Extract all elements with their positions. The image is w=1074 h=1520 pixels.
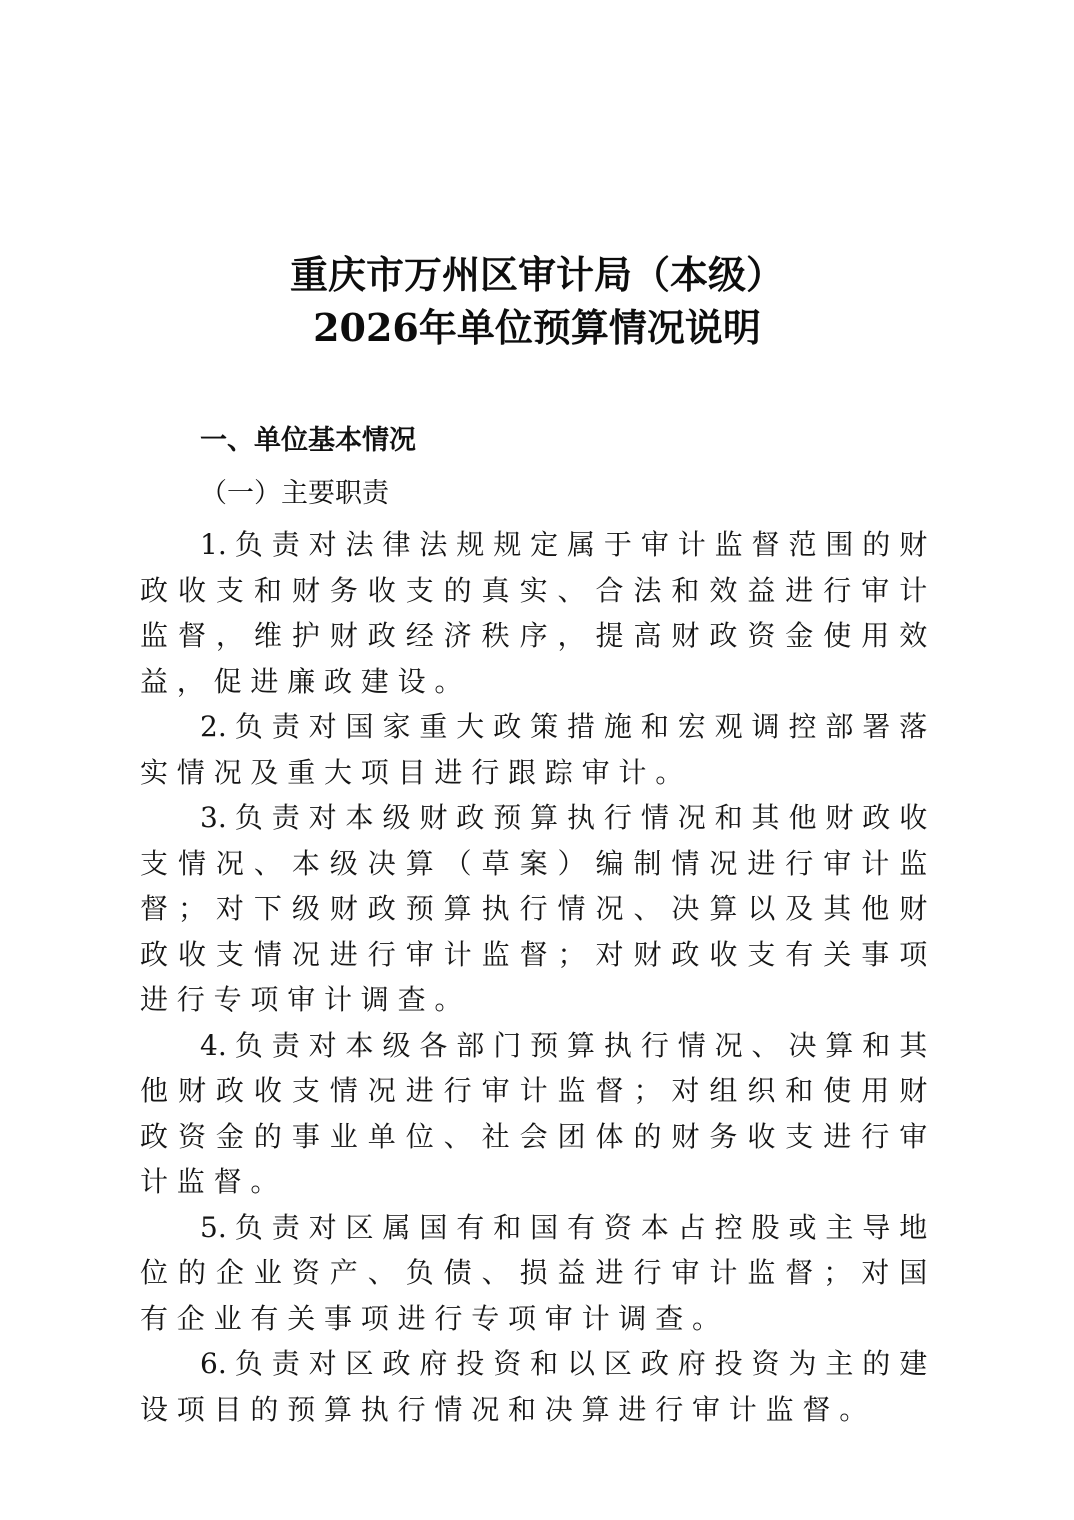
duty-paragraph-1 xyxy=(140,522,936,704)
duty-text: 负责对法律法规规定属于审计监督范围的财政收支和财务收支的真实、合法和效益进行审计监督，维护财政经济秩序，提高财政资金使用效益，促进廉政建设。 xyxy=(140,528,936,698)
duty-paragraph-2 xyxy=(140,704,936,795)
duty-number: 2. xyxy=(200,710,227,743)
duty-text: 负责对国家重大政策措施和宏观调控部署落实情况及重大项目进行跟踪审计。 xyxy=(140,710,936,789)
document-title-line-1: 重庆市万州区审计局（本级） xyxy=(289,252,784,297)
duty-text: 负责对本级财政预算执行情况和其他财政收支情况、本级决算（草案）编制情况进行审计监督；对下级财政预算执行情况、决算以及其他财政收支情况进行审计监督；对财政收支有关事项进行专项审计调查。 xyxy=(140,801,936,1016)
duty-paragraph-3 xyxy=(140,795,936,1023)
duty-number: 1. xyxy=(200,528,227,561)
duty-paragraph-6 xyxy=(140,1341,936,1432)
duty-number: 5. xyxy=(200,1210,227,1244)
duty-number: 3. xyxy=(200,801,227,834)
duty-number: 4. xyxy=(200,1028,227,1062)
section-heading: 一、单位基本情况 xyxy=(200,425,416,456)
duties-list xyxy=(140,522,936,1432)
duty-text: 负责对本级各部门预算执行情况、决算和其他财政收支情况进行审计监督；对组织和使用财政资金的事业单位、社会团体的财务收支进行审计监督。 xyxy=(140,1028,936,1198)
subsection-heading: （一）主要职责 xyxy=(200,478,389,509)
duty-text: 负责对区政府投资和以区政府投资为主的建设项目的预算执行情况和决算进行审计监督。 xyxy=(140,1347,936,1426)
duty-paragraph-4 xyxy=(140,1023,936,1205)
duty-number: 6. xyxy=(200,1347,227,1380)
duty-paragraph-5 xyxy=(140,1205,936,1342)
duty-text: 负责对区属国有和国有资本占控股或主导地位的企业资产、负债、损益进行审计监督；对国有企业有关事项进行专项审计调查。 xyxy=(140,1210,936,1335)
document-title-line-2: 2026年单位预算情况说明 xyxy=(313,305,761,350)
